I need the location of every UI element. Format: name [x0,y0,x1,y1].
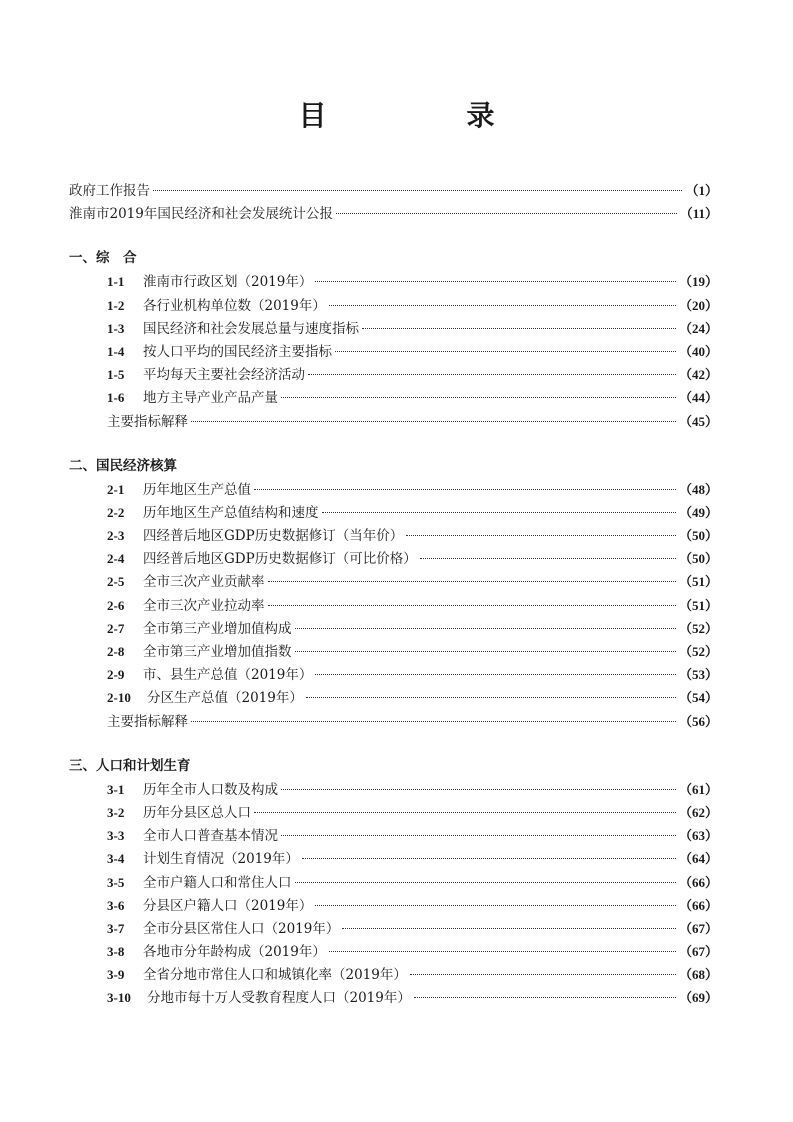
toc-entry[interactable] [69,179,718,202]
toc-entry-label: 市、县生产总值（2019年） [143,667,313,684]
toc-entry-page: （62） [678,804,718,820]
toc-entry-label: 分县区户籍人口（2019年） [143,897,313,914]
toc-entry[interactable] [69,570,718,593]
dot-leader [254,489,676,490]
toc-entry-number: 2-7 [107,620,125,636]
toc-entry-label: 全省分地市常住人口和城镇化率（2019年） [143,967,407,984]
dot-leader [335,351,676,352]
toc-entry[interactable] [69,871,718,894]
section-heading[interactable]: 二、国民经济核算 [69,457,177,474]
toc-entry[interactable] [69,663,718,686]
dot-leader [329,951,676,952]
toc-entry[interactable] [69,686,718,709]
toc-entry-number: 2-4 [107,551,125,567]
dot-leader [342,928,676,929]
dot-leader [410,974,676,975]
dot-leader [362,328,676,329]
toc-entry-page: （40） [678,343,718,359]
dot-leader [414,997,676,998]
toc-entry-label: 全市户籍人口和常住人口 [143,874,292,891]
toc-entry[interactable] [69,940,718,963]
toc-entry-number: 3-1 [107,781,125,797]
toc-entry-label: 国民经济和社会发展总量与速度指标 [143,320,359,337]
toc-entry-label: 平均每天主要社会经济活动 [143,367,305,384]
toc-entry-label: 各行业机构单位数（2019年） [143,297,326,314]
dot-leader [315,674,676,675]
toc-entry-number: 3-4 [107,851,125,867]
toc-entry[interactable] [69,917,718,940]
toc-entry-label: 全市第三产业增加值指数 [143,644,292,660]
toc-entry-label: 历年地区生产总值结构和速度 [143,504,319,521]
toc-entry-page: （56） [678,713,718,729]
toc-entry-page: （48） [678,481,718,497]
toc-entry-number: 1-4 [107,343,125,359]
section-heading[interactable]: 一、综 合 [69,250,137,267]
dot-leader [191,721,676,722]
toc-entry-page: （52） [678,644,718,659]
toc-entry-number: 3-5 [107,874,125,890]
toc-sections [69,247,718,1009]
toc-entry[interactable] [69,340,718,363]
toc-entry-page: （68） [678,967,718,983]
dot-leader [302,858,676,859]
toc-entry[interactable] [69,524,718,547]
dot-leader [336,213,677,214]
toc-entry[interactable] [69,617,718,640]
toc-entry-label: 全市分县区常住人口（2019年） [143,920,340,937]
toc-entry-page: （67） [678,920,718,936]
toc-entry-label: 淮南市2019年国民经济和社会发展统计公报 [69,206,333,223]
toc-entry[interactable] [69,594,718,617]
toc-entry-page: （11） [679,206,718,222]
toc-entry-label: 历年全市人口数及构成 [143,781,278,798]
toc-entry-label: 主要指标解释 [107,713,188,730]
dot-leader [281,397,676,398]
toc-entry-label: 四经普后地区GDP历史数据修订（当年价） [143,528,404,545]
dot-leader [306,697,676,698]
toc-entry-label: 四经普后地区GDP历史数据修订（可比价格） [143,551,417,568]
toc-entry[interactable] [69,294,718,317]
toc-entry-label: 全市三次产业拉动率 [143,597,265,614]
toc-entry[interactable] [69,824,718,847]
toc-entry-page: （66） [678,897,718,913]
dot-leader [295,651,676,652]
toc-entry-number: 3-9 [107,967,125,983]
toc-entry-page: （51） [678,597,718,613]
toc-entry-page: （50） [678,528,718,544]
dot-leader [281,835,676,836]
toc-entry-page: （45） [678,413,718,429]
toc-entry-number: 1-1 [107,274,125,290]
dot-leader [406,535,676,536]
toc-entry[interactable] [69,778,718,801]
toc-entry-label: 政府工作报告 [69,183,150,199]
section-heading[interactable]: 三、人口和计划生育 [69,757,191,774]
toc-entry-label: 计划生育情况（2019年） [143,851,299,868]
toc-entry-page: （64） [678,851,718,867]
dot-leader [420,558,676,559]
toc-entry-page: （54） [678,690,718,706]
toc-entry-page: （19） [678,274,718,290]
toc-entry[interactable] [69,363,718,386]
toc-entry-number: 1-6 [107,390,125,406]
page-title: 目 录 [298,99,551,132]
toc-entry-page: （66） [678,874,718,890]
toc-entry-page: （63） [678,828,718,844]
toc-entry[interactable] [69,640,718,663]
toc-entry-page: （69） [678,990,718,1006]
dot-leader [295,882,676,883]
toc-section [69,455,718,733]
toc-entry-number: 3-2 [107,804,125,820]
toc-entry-page: （52） [678,620,718,636]
toc-entry[interactable] [69,478,718,501]
toc-entry-number: 2-1 [107,481,125,497]
toc-entry[interactable] [69,386,718,409]
toc-entry-number: 1-2 [107,297,125,313]
toc-entry-number: 2-3 [107,528,125,544]
toc-entry-number: 2-9 [107,667,125,683]
toc-entry[interactable] [69,801,718,824]
toc-entry-label: 按人口平均的国民经济主要指标 [143,343,332,360]
toc-entry-number: 3-10 [107,990,131,1006]
toc-entry[interactable] [69,894,718,917]
toc-entry-label: 全市第三产业增加值构成 [143,620,292,637]
toc-entry[interactable] [69,847,718,870]
toc-entry-label: 分地市每十万人受教育程度人口（2019年） [147,990,411,1007]
dot-leader [329,305,676,306]
toc-entry-page: （61） [678,781,718,797]
toc-entry[interactable] [69,270,718,293]
toc-entry-number: 2-6 [107,597,125,613]
toc-entry-label: 全市人口普查基本情况 [143,828,278,845]
toc-entry-label: 地方主导产业产品产量 [143,390,278,407]
dot-leader [281,789,676,790]
toc-entry-number: 3-8 [107,944,125,960]
toc-entry-number: 1-3 [107,320,125,336]
toc-section [69,247,718,432]
toc-entry-page: （49） [678,504,718,520]
toc-entry-number: 3-3 [107,828,125,844]
dot-leader [322,512,676,513]
dot-leader [308,374,676,375]
toc-entry-label: 历年分县区总人口 [143,804,251,821]
toc-entry-number: 2-5 [107,574,125,590]
table-of-contents [69,179,718,1010]
toc-entry[interactable] [69,317,718,340]
toc-entry-page: （67） [678,944,718,960]
dot-leader [295,628,676,629]
toc-entry[interactable] [69,202,718,225]
dot-leader [268,605,676,606]
top-entries [69,179,718,225]
toc-entry-page: （42） [678,367,718,383]
toc-entry-page: （51） [678,574,718,590]
toc-section [69,755,718,1010]
toc-entry-page: （53） [678,667,718,683]
toc-entry[interactable] [69,547,718,570]
toc-entry-number: 3-6 [107,897,125,913]
toc-entry-number: 2-8 [107,644,125,659]
toc-entry-number: 1-5 [107,367,125,383]
toc-entry-label: 淮南市行政区划（2019年） [143,274,313,291]
toc-entry-label: 分区生产总值（2019年） [147,690,303,707]
dot-leader [153,190,682,191]
toc-entry[interactable] [69,963,718,986]
dot-leader [315,281,676,282]
dot-leader [191,421,676,422]
dot-leader [315,905,676,906]
toc-entry-label: 历年地区生产总值 [143,481,251,498]
toc-entry[interactable] [69,986,718,1009]
dot-leader [268,581,676,582]
toc-entry-page: （24） [678,320,718,336]
toc-entry-page: （50） [678,551,718,567]
toc-entry-page: （20） [678,297,718,313]
toc-entry[interactable] [69,501,718,524]
toc-entry-number: 2-10 [107,690,131,706]
dot-leader [254,812,676,813]
toc-entry-number: 3-7 [107,920,125,936]
toc-entry[interactable] [69,410,718,433]
toc-entry-page: （1） [685,183,718,198]
toc-entry-label: 各地市分年龄构成（2019年） [143,944,326,961]
toc-entry-number: 2-2 [107,504,125,520]
toc-entry-page: （44） [678,390,718,406]
toc-entry[interactable] [69,710,718,733]
toc-entry-label: 主要指标解释 [107,413,188,430]
toc-entry-label: 全市三次产业贡献率 [143,574,265,591]
